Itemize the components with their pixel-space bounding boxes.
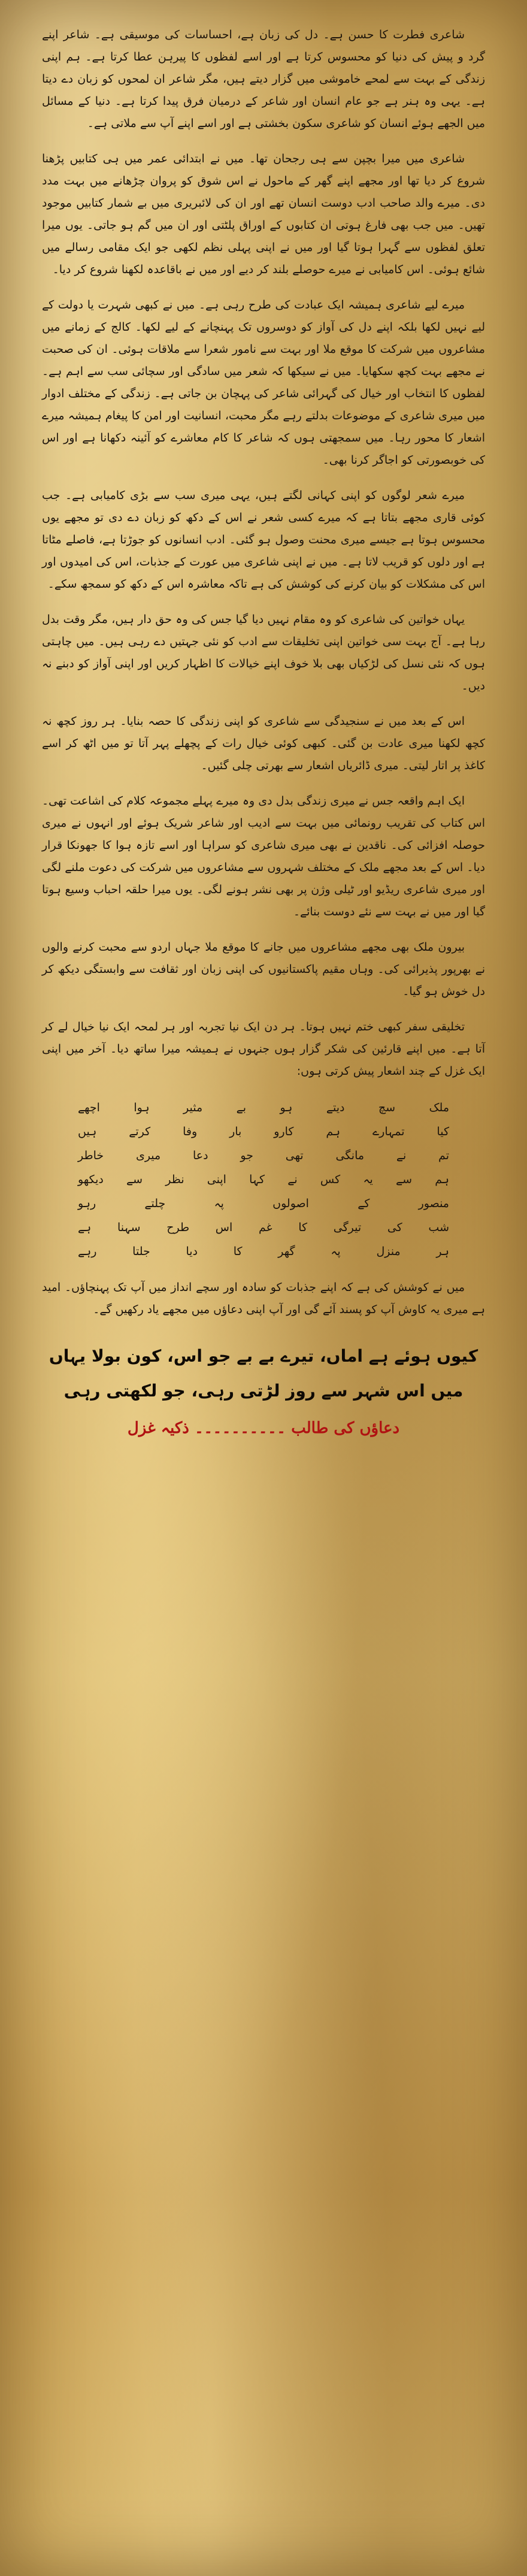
closing-verse: میں اس شہر سے روز لڑتی رہی، جو لکھتی رہی [63, 1381, 464, 1401]
poem-line: تم نے مانگی تھی جو دعا میری خاطر [78, 1149, 449, 1162]
poem-line: ملک سچ دیتے ہو بے مثیر ہوا اچھے [78, 1101, 449, 1114]
paragraph: میرے شعر لوگوں کو اپنی کہانی لگتے ہیں، یہی میری سب سے بڑی کامیابی ہے۔ جب کوئی قاری مجھے بتاتا ہے کہ میرے کسی شعر نے اس کے دکھ کو زبان دے دی تو مجھے یوں محسوس ہوتا ہے جیسے میری محنت وصول ہو گئی۔ ادب انسانوں کو جوڑتا ہے، فاصلے مٹاتا ہے اور دلوں کو قریب لاتا ہے۔ میں نے اپنی شاعری میں عورت کے جذبات، اس کی امیدوں اور اس کی مشکلات کو بیان کرنے کی کوشش کی ہے تاکہ معاشرہ اس کے دکھ کو سمجھ سکے۔ [42, 489, 485, 591]
paragraph: شاعری فطرت کا حسن ہے۔ دل کی زبان ہے، احساسات کی موسیقی ہے۔ شاعر اپنے گرد و پیش کی دنیا کو محسوس کرتا ہے اور اسے لفظوں کا پیرہن عطا کرتا ہے۔ ہم اپنی زندگی کے بہت سے لمحے خاموشی میں گزار دیتے ہیں، مگر شاعر ان لمحوں کو زبان دے دیتا ہے۔ یہی وہ ہنر ہے جو عام انسان اور شاعر کے درمیان فرق پیدا کرتا ہے۔ دنیا کے مسائل میں الجھے ہوئے انسان کو شاعری سکون بخشتی ہے اور اسے اپنے آپ سے ملاتی ہے۔ [42, 28, 485, 130]
sign-off [42, 1339, 485, 1437]
paragraph: تخلیقی سفر کبھی ختم نہیں ہوتا۔ ہر دن ایک نیا تجربہ اور ہر لمحہ ایک نیا خیال لے کر آتا ہے۔ میں اپنے قارئین کی شکر گزار ہوں جنہوں نے ہمیشہ میرا ساتھ دیا۔ آخر میں اپنی ایک غزل کے چند اشعار پیش کرتی ہوں: [42, 1020, 485, 1078]
paragraph: میرے لیے شاعری ہمیشہ ایک عبادت کی طرح رہی ہے۔ میں نے کبھی شہرت یا دولت کے لیے نہیں لکھا بلکہ اپنے دل کی آواز کو دوسروں تک پہنچانے کے لیے لکھا۔ کالج کے زمانے میں مشاعروں میں شرکت کا موقع ملا اور بہت سے نامور شعرا سے ملاقات ہوئی۔ ان کی صحبت نے مجھے بہت کچھ سکھایا۔ میں نے سیکھا کہ شعر میں سادگی اور سچائی سب سے اہم ہے۔ لفظوں کا انتخاب اور خیال کی گہرائی شاعر کی پہچان بن جاتی ہے۔ زندگی کے مختلف ادوار میں میری شاعری کے موضوعات بدلتے رہے مگر محبت، انسانیت اور امن کا پیغام ہمیشہ میرے اشعار کا محور رہا۔ میں سمجھتی ہوں کہ شاعر کا کام معاشرے کو آئینہ دکھانا ہے اور اس کی خوبصورتی کو اجاگر کرنا بھی۔ [42, 298, 485, 467]
article-body [42, 24, 485, 1437]
paragraph: شاعری میں میرا بچپن سے ہی رجحان تھا۔ میں نے ابتدائی عمر میں ہی کتابیں پڑھنا شروع کر دیا تھا اور مجھے اپنے گھر کے ماحول نے اس شوق کو پروان چڑھانے میں بہت مدد دی۔ میرے والد صاحب ادب دوست انسان تھے اور ان کی لائبریری میں بے شمار کتابیں موجود تھیں۔ میں جب بھی فارغ ہوتی ان کتابوں کے اوراق پلٹتی اور ان میں گم ہو جاتی۔ یوں میرا تعلق لفظوں سے گہرا ہوتا گیا اور میں نے اپنی پہلی نظم لکھی جو ایک مقامی رسالے میں شائع ہوئی۔ اس کامیابی نے میرے حوصلے بلند کر دیے اور میں نے باقاعدہ لکھنا شروع کر دیا۔ [42, 152, 485, 276]
paragraph: بیرون ملک بھی مجھے مشاعروں میں جانے کا موقع ملا جہاں اردو سے محبت کرنے والوں نے بھرپور پذیرائی کی۔ وہاں مقیم پاکستانیوں کی اپنی زبان اور ثقافت سے وابستگی دیکھ کر دل خوش ہو گیا۔ [42, 941, 485, 998]
poem-line: شب کی تیرگی کا غم اس طرح سہنا ہے [78, 1221, 449, 1234]
paragraph: اس کے بعد میں نے سنجیدگی سے شاعری کو اپنی زندگی کا حصہ بنایا۔ ہر روز کچھ نہ کچھ لکھنا میری عادت بن گئی۔ کبھی کوئی خیال رات کے پچھلے پہر آتا تو میں اٹھ کر اسے کاغذ پر اتار لیتی۔ میری ڈائریاں اشعار سے بھرتی چلی گئیں۔ [42, 715, 485, 772]
closing-verse: کیوں ہوئے ہے اماں، تیرے بے بے جو اس، کون بولا یہاں [49, 1346, 478, 1366]
paragraph: یہاں خواتین کی شاعری کو وہ مقام نہیں دیا گیا جس کی وہ حق دار ہیں، مگر وقت بدل رہا ہے۔ آج بہت سی خواتین اپنی تخلیقات سے ادب کو نئی جہتیں دے رہی ہیں۔ میں چاہتی ہوں کہ نئی نسل کی لڑکیاں بھی بلا خوف اپنے خیالات کا اظہار کریں اور اپنی آواز کو دبنے نہ دیں۔ [42, 613, 485, 693]
poem-line: کیا تمہارے ہم کارو بار وفا کرتے ہیں [78, 1125, 449, 1138]
poem-block [78, 1096, 449, 1263]
poem-line: منصور کے اصولوں پہ چلتے رہو [78, 1197, 449, 1210]
author-signature: دعاؤں کی طالب ۔۔۔۔۔۔۔۔۔۔ ذکیہ غزل [127, 1419, 400, 1437]
poem-line: ہر منزل پہ گھر کا دیا جلتا رہے [78, 1245, 449, 1258]
closing-paragraph: میں نے کوشش کی ہے کہ اپنے جذبات کو سادہ اور سچے انداز میں آپ تک پہنچاؤں۔ امید ہے میری یہ کاوش آپ کو پسند آئے گی اور آپ اپنی دعاؤں میں مجھے یاد رکھیں گے۔ [42, 1281, 485, 1316]
poem-line: ہم سے یہ کس نے کہا اپنی نظر سے دیکھو [78, 1173, 449, 1186]
paragraph: ایک اہم واقعہ جس نے میری زندگی بدل دی وہ میرے پہلے مجموعہ کلام کی اشاعت تھی۔ اس کتاب کی تقریب رونمائی میں بہت سے ادیب اور شاعر شریک ہوئے اور انہوں نے میری حوصلہ افزائی کی۔ ناقدین نے بھی میری شاعری کو سراہا اور اسے تازہ ہوا کا جھونکا قرار دیا۔ اس کے بعد مجھے ملک کے مختلف شہروں سے مشاعروں میں شرکت کی دعوت ملنے لگی اور میری شاعری ریڈیو اور ٹیلی وژن پر بھی نشر ہونے لگی۔ یوں میرا حلقہ احباب وسیع ہوتا گیا اور میں نے بہت سے نئے دوست بنائے۔ [42, 794, 485, 918]
